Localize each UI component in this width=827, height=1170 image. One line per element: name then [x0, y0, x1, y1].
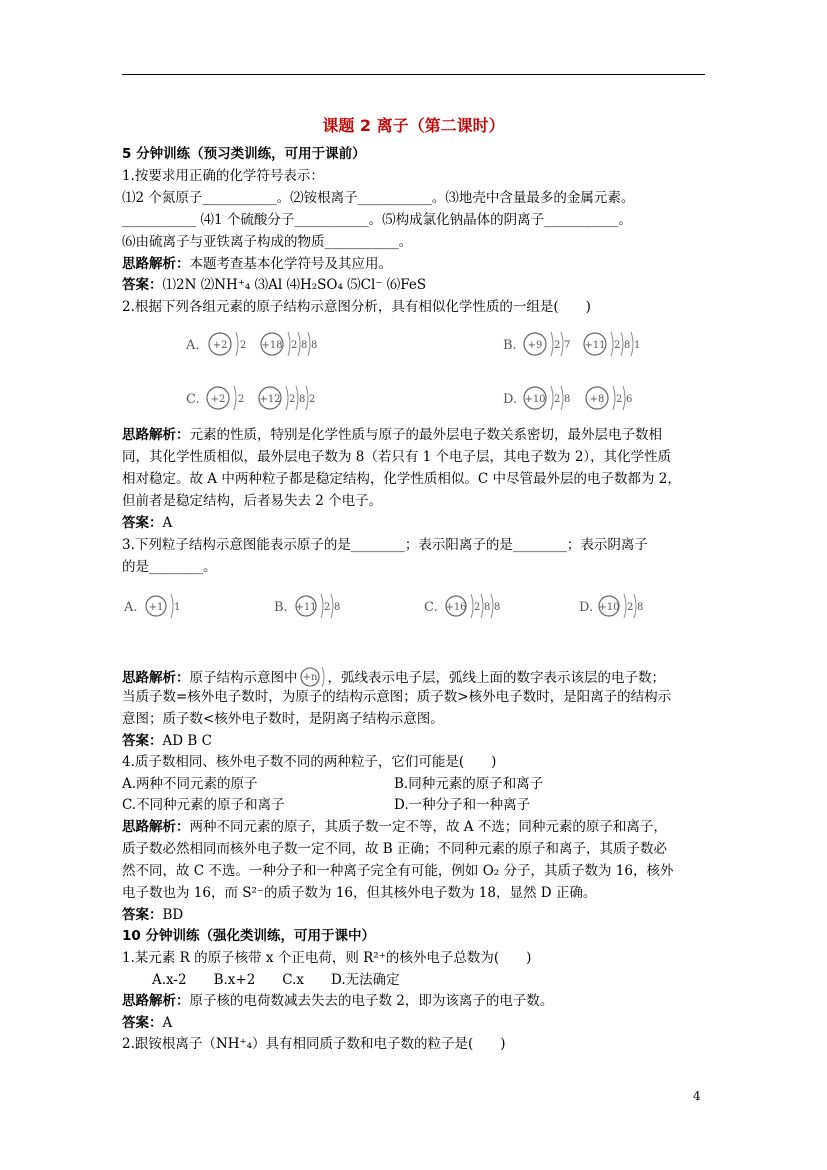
option-diagram-d	[497, 380, 657, 416]
answer-label: 答案：	[122, 907, 163, 923]
shell-number: 2	[238, 394, 245, 405]
nucleus-label: +10	[598, 602, 620, 613]
shell-number: 8	[334, 602, 341, 613]
analysis	[122, 255, 712, 273]
shell-number: 1	[174, 602, 181, 613]
options-row: A.x-2 B.x+2 C.x D.无法确定	[152, 972, 400, 988]
answer-text: BD	[162, 907, 184, 923]
answer-label: 答案：	[122, 1015, 163, 1031]
shell-number: 8	[637, 602, 644, 613]
analysis-text: 元素的性质，特别是化学性质与原子的最外层电子数关系密切，最外层电子数相	[189, 427, 662, 443]
atom-diagram	[180, 326, 340, 362]
shell-number: 1	[634, 340, 641, 351]
analysis-label: 思路解析：	[122, 819, 190, 835]
option-label: C.	[424, 600, 438, 615]
analysis-label: 思路解析：	[122, 993, 190, 1009]
option-b: B.同种元素的原子和离子	[394, 776, 544, 792]
analysis-label: 思路解析：	[122, 670, 190, 686]
shell-number: 2	[324, 602, 331, 613]
analysis	[122, 818, 712, 836]
shell-number: 2	[474, 602, 481, 613]
option-label: C.	[186, 392, 200, 407]
nucleus-label: +1	[148, 602, 164, 613]
option-label: B.	[274, 600, 288, 615]
atom-diagram	[577, 588, 677, 624]
analysis-line: 但前者是稳定结构，后者易失去 2 个电子。	[122, 493, 383, 509]
option-c: C.不同种元素的原子和离子	[122, 797, 285, 813]
shell-number: 2	[616, 394, 623, 405]
shell-number: 2	[309, 394, 316, 405]
question-stem: 1.某元素 R 的原子核带 x 个正电荷，则 R²⁺的核外电子总数为( )	[122, 950, 532, 966]
option-diagram-c	[422, 588, 532, 624]
answer-text: A	[162, 515, 173, 531]
section-heading: 10 分钟训练（强化类训练，可用于课中）	[122, 928, 375, 944]
option-label: B.	[503, 338, 517, 353]
nucleus-label: +10	[524, 394, 546, 405]
nucleus-label: +12	[259, 394, 281, 405]
shell-number: 2	[289, 394, 296, 405]
answer	[122, 906, 712, 924]
shell-number: 8	[299, 394, 306, 405]
question-line: ___________ ⑷1 个硫酸分子___________。⑸构成氯化钠晶体的阴离子___________。	[122, 212, 632, 228]
shell-number: 2	[627, 602, 634, 613]
nucleus-label: +11	[295, 602, 317, 613]
option-label: D.	[503, 392, 518, 407]
shell-number: 7	[564, 340, 571, 351]
analysis-text: ，弧线表示电子层，弧线上面的数字表示该层的电子数；	[327, 670, 665, 686]
atom-diagram	[422, 588, 532, 624]
analysis-line: 电子数也为 16，而 S²⁻的质子数为 16，但其核外电子数为 18，显然 D 正确。	[122, 885, 597, 901]
option-diagram-d	[577, 588, 677, 624]
answer-text: AD B C	[162, 733, 212, 749]
header-rule	[122, 74, 705, 75]
nucleus-label: +2	[212, 340, 228, 351]
question-stem: 2.跟铵根离子（NH⁺₄）具有相同质子数和电子数的粒子是( )	[122, 1036, 506, 1052]
question-stem: 的是________。	[122, 559, 217, 575]
analysis-label: 思路解析：	[122, 256, 190, 272]
analysis	[122, 665, 712, 687]
shell-number: 8	[564, 394, 571, 405]
answer	[122, 514, 712, 532]
shell-number: 2	[554, 340, 561, 351]
analysis-text: 本题考查基本化学符号及其应用。	[189, 256, 392, 272]
atom-diagram	[497, 326, 657, 362]
nucleus-label: +9	[527, 340, 543, 351]
nucleus-label: +11	[584, 340, 606, 351]
question-stem: 1.按要求用正确的化学符号表示：	[122, 168, 324, 184]
section-heading: 5 分钟训练（预习类训练，可用于课前）	[122, 146, 366, 162]
shell-number: 2	[614, 340, 621, 351]
question-line: ⑴2 个氮原子___________。⑵铵根离子___________。⑶地壳中含量最多的金属元素。	[122, 190, 635, 206]
page-title: 课题 2 离子（第二课时）	[322, 116, 505, 135]
analysis	[122, 426, 712, 444]
analysis-label: 思路解析：	[122, 427, 190, 443]
answer-label: 答案：	[122, 277, 163, 293]
answer	[122, 732, 712, 750]
shell-number: 8	[484, 602, 491, 613]
answer	[122, 1014, 712, 1032]
option-a: A.两种不同元素的原子	[122, 776, 258, 792]
question-line: ⑹由硫离子与亚铁离子构成的物质___________。	[122, 234, 413, 250]
nucleus-label: +2	[210, 394, 226, 405]
answer	[122, 276, 712, 294]
options-row	[122, 796, 712, 814]
analysis-line: 然不同，故 C 不选。一种分子和一种离子完全有可能，例如 O₂ 分子，其质子数为 16，核外	[122, 863, 674, 879]
analysis-line: 相对稳定。故 A 中两种粒子都是稳定结构，化学性质相似。C 中尽管最外层的电子数都为 2，	[122, 471, 681, 487]
shell-number: 8	[301, 340, 308, 351]
nucleus-label: +18	[261, 340, 283, 351]
option-d: D.一种分子和一种离子	[394, 797, 531, 813]
shell-number: 2	[291, 340, 298, 351]
question-stem: 2.根据下列各组元素的原子结构示意图分析，具有相似化学性质的一组是( )	[122, 299, 591, 315]
atom-diagram	[180, 380, 340, 416]
page-number: 4	[693, 1089, 701, 1103]
option-diagram-a	[122, 588, 202, 624]
answer-label: 答案：	[122, 733, 163, 749]
option-diagram-c	[180, 380, 340, 416]
option-diagram-b	[272, 588, 372, 624]
atom-diagram	[122, 588, 202, 624]
option-diagram-a	[180, 326, 340, 362]
answer-text: ⑴2N ⑵NH⁺₄ ⑶Al ⑷H₂SO₄ ⑸Cl⁻ ⑹FeS	[162, 277, 427, 293]
option-diagram-b	[497, 326, 657, 362]
atom-diagram	[272, 588, 372, 624]
question-stem: 3.下列粒子结构示意图能表示原子的是________；表示阳离子的是________；表示阴离子	[122, 537, 648, 553]
shell-number: 6	[626, 394, 633, 405]
shell-number: 2	[240, 340, 247, 351]
analysis-text: 两种不同元素的原子，其质子数一定不等，故 A 不选；同种元素的原子和离子，	[189, 819, 667, 835]
analysis	[122, 992, 712, 1010]
analysis-line: 同，其化学性质相似，最外层电子数为 8（若只有 1 个电子层，其电子数为 2），其化学性质	[122, 449, 672, 465]
analysis-text: 原子结构示意图中	[189, 670, 298, 686]
option-label: A.	[186, 338, 200, 353]
nucleus-label: +8	[589, 394, 605, 405]
shell-number: 8	[624, 340, 631, 351]
answer-text: A	[162, 1015, 173, 1031]
shell-number: 8	[311, 340, 318, 351]
shell-number: 8	[494, 602, 501, 613]
analysis-line: 质子数必然相同而核外电子数一定不同，故 B 正确；不同种元素的原子和离子，其质子数必	[122, 841, 668, 857]
option-label: D.	[579, 600, 594, 615]
nucleus-symbol-icon	[298, 665, 328, 687]
nucleus-symbol-label: +n	[302, 672, 317, 683]
analysis-text: 原子核的电荷数减去失去的电子数 2，即为该离子的电子数。	[189, 993, 554, 1009]
atom-diagram	[497, 380, 657, 416]
shell-number: 2	[554, 394, 561, 405]
analysis-line: 当质子数=核外电子数时，为原子的结构示意图；质子数>核外电子数时，是阳离子的结构示	[122, 689, 672, 705]
options-row	[122, 775, 712, 793]
question-stem: 4.质子数相同、核外电子数不同的两种粒子，它们可能是( )	[122, 754, 497, 770]
answer-label: 答案：	[122, 515, 163, 531]
analysis-line: 意图；质子数<核外电子数时，是阴离子结构示意图。	[122, 711, 444, 727]
option-label: A.	[124, 600, 138, 615]
nucleus-label: +16	[445, 602, 467, 613]
